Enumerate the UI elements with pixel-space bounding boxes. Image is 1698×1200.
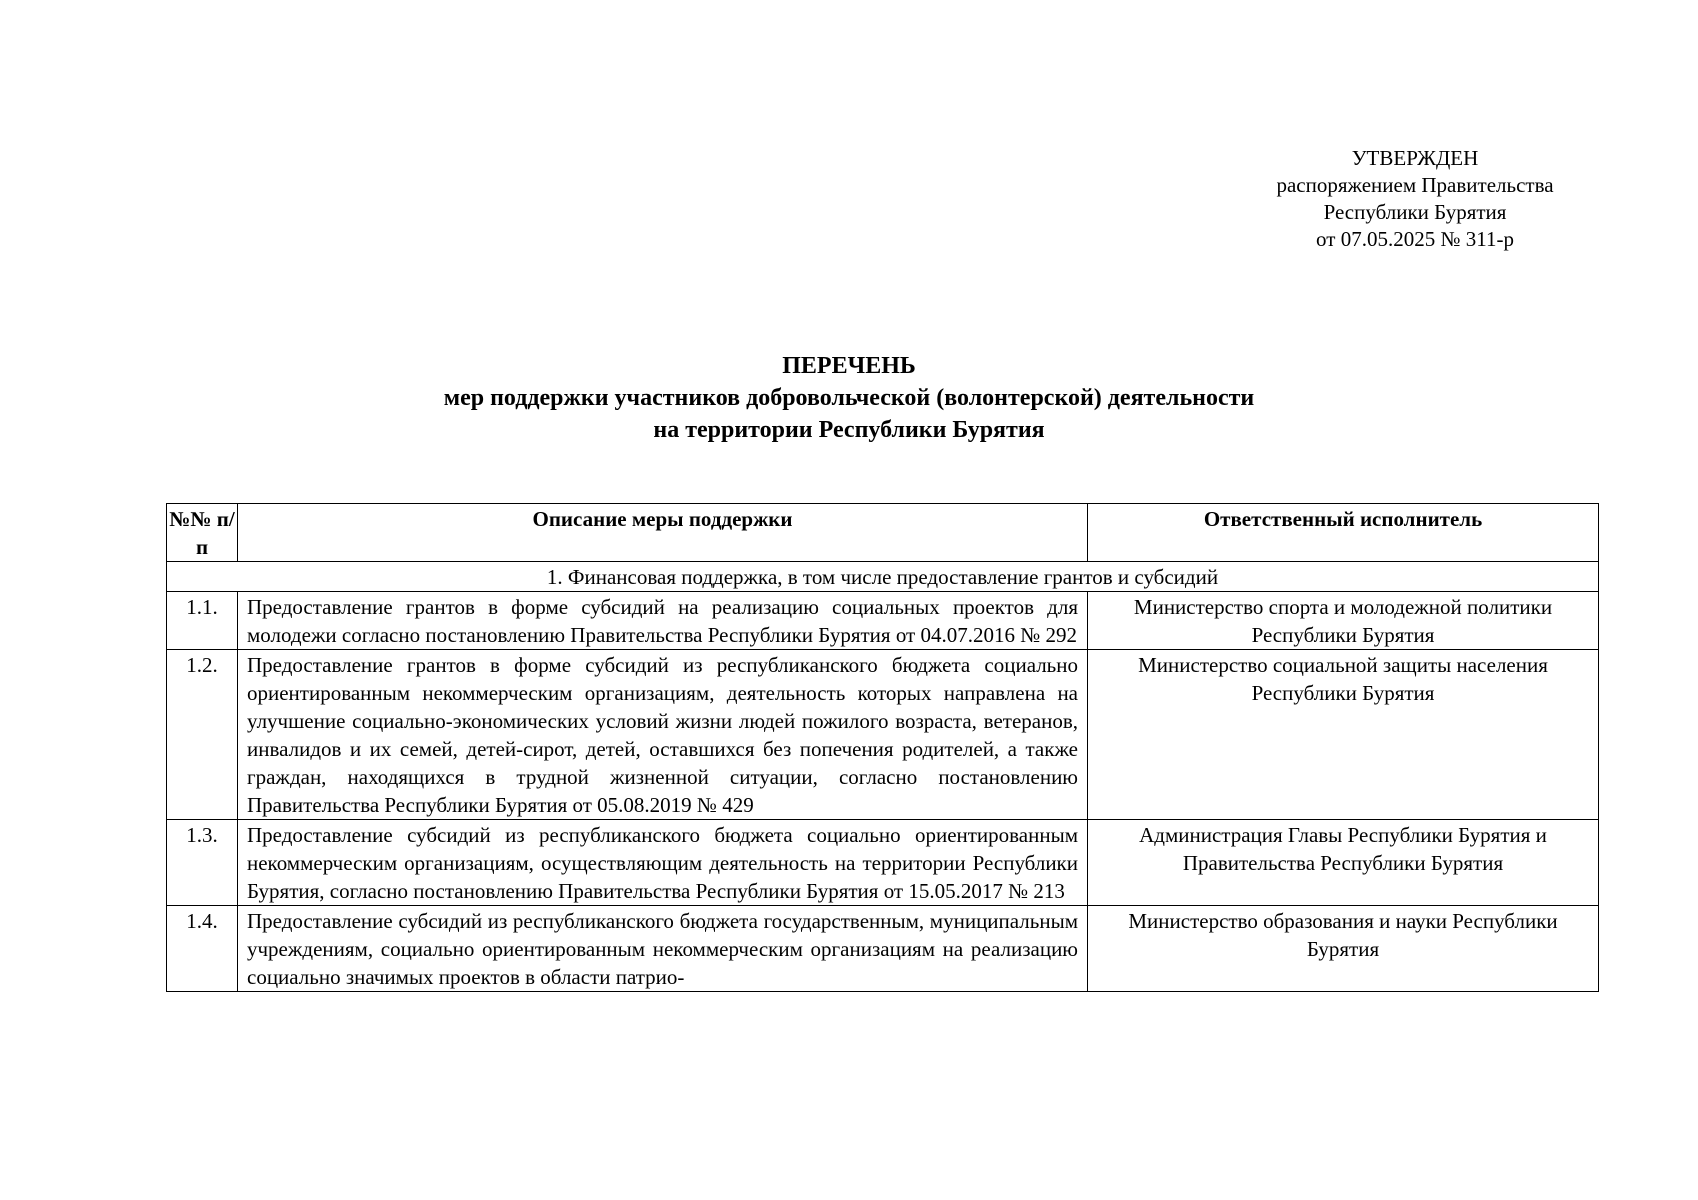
header-description: Описание меры поддержки <box>238 504 1088 562</box>
title-line-1: ПЕРЕЧЕНЬ <box>782 353 916 379</box>
header-executor: Ответственный исполнитель <box>1088 504 1599 562</box>
table-row <box>167 906 1599 992</box>
row-number: 1.1. <box>167 592 238 650</box>
approval-line-order: распоряжением Правительства <box>1276 173 1554 197</box>
row-description: Предоставление грантов в форме субсидий на реализацию социальных проектов для молодежи согласно постановлению Правительства Республики Бурятия от 04.07.2016 № 292 <box>238 592 1088 650</box>
section-row <box>167 562 1599 592</box>
row-description-text: Предоставление субсидий из республиканского бюджета государственным, муниципальным учреждениям, социально ориентированным некоммерческим организациям на реализацию социально значимых проектов в области патрио- <box>247 909 1078 989</box>
row-number: 1.2. <box>167 650 238 820</box>
approval-stamp <box>1240 145 1590 253</box>
title-line-2: мер поддержки участников добровольческой (волонтерской) деятельности <box>443 385 1255 411</box>
row-description: Предоставление грантов в форме субсидий из республиканского бюджета социально ориентированным некоммерческим организациям, деятельность которых направлена на улучшение социально-экономических условий жизни людей пожилого возраста, ветеранов, инвалидов и их семей, детей-сирот, детей, оставшихся без попечения родителей, а также граждан, находящихся в трудной жизненной ситуации, согласно постановлению Правительства Республики Бурятия от 05.08.2019 № 429 <box>238 650 1088 820</box>
header-number: №№ п/п <box>167 504 238 562</box>
title-line-3: на территории Республики Бурятия <box>653 417 1045 443</box>
row-executor: Министерство спорта и молодежной политики Республики Бурятия <box>1088 592 1599 650</box>
support-measures-table <box>166 503 1599 992</box>
row-executor: Администрация Главы Республики Бурятия и Правительства Республики Бурятия <box>1088 820 1599 906</box>
table-header-row <box>167 504 1599 562</box>
table-row <box>167 820 1599 906</box>
approval-line-approved: УТВЕРЖДЕН <box>1351 146 1479 170</box>
row-description <box>238 906 1088 992</box>
document-title <box>0 350 1698 446</box>
table-row <box>167 650 1599 820</box>
approval-line-date: от 07.05.2025 № 311-р <box>1316 227 1514 251</box>
row-executor: Министерство образования и науки Республики Бурятия <box>1088 906 1599 992</box>
section-title: 1. Финансовая поддержка, в том числе предоставление грантов и субсидий <box>167 562 1599 592</box>
row-number: 1.3. <box>167 820 238 906</box>
row-description: Предоставление субсидий из республиканского бюджета социально ориентированным некоммерческим организациям, осуществляющим деятельность на территории Республики Бурятия, согласно постановлению Правительства Республики Бурятия от 15.05.2017 № 213 <box>238 820 1088 906</box>
table-row <box>167 592 1599 650</box>
approval-line-republic: Республики Бурятия <box>1323 200 1507 224</box>
row-number: 1.4. <box>167 906 238 992</box>
row-executor: Министерство социальной защиты населения Республики Бурятия <box>1088 650 1599 820</box>
